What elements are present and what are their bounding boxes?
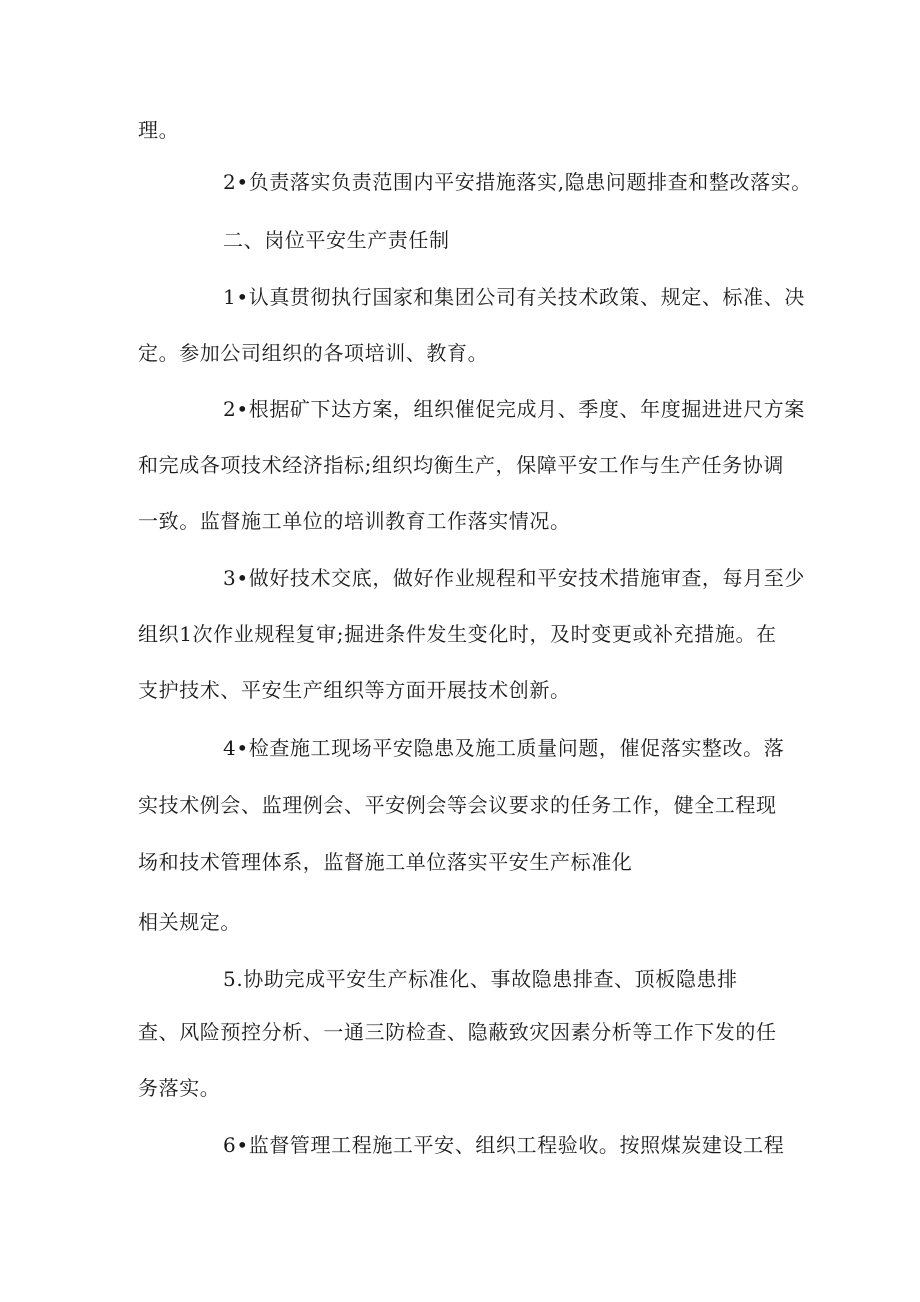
- text-line: 2•负责落实负责范围内平安措施落实,隐患问题排查和整改落实。: [223, 170, 812, 194]
- text-line: 组织1次作业规程复审;掘进条件发生变化时，及时变更或补充措施。在: [138, 622, 777, 646]
- text-line: 6•监督管理工程施工平安、组织工程验收。按照煤炭建设工程: [223, 1133, 785, 1157]
- text-line: 5.协助完成平安生产标准化、事故隐患排查、顶板隐患排: [223, 967, 738, 991]
- text-line: 定。参加公司组织的各项培训、教育。: [138, 341, 489, 365]
- text-line: 4•检查施工现场平安隐患及施工质量问题，催促落实整改。落: [223, 736, 785, 760]
- text-line: 查、风险预控分析、一通三防检查、隐蔽致灾因素分析等工作下发的任: [138, 1020, 777, 1044]
- text-line: 实技术例会、监理例会、平安例会等会议要求的任务工作，健全工程现: [138, 793, 777, 817]
- section-heading: 二、岗位平安生产责任制: [223, 228, 450, 252]
- text-line: 1•认真贯彻执行国家和集团公司有关技术政策、规定、标准、决: [223, 285, 805, 309]
- text-line: 相关规定。: [138, 910, 241, 934]
- text-line: 2•根据矿下达方案，组织催促完成月、季度、年度掘进进尺方案: [223, 397, 805, 421]
- text-line: 和完成各项技术经济指标;组织均衡生产，保障平安工作与生产任务协调: [138, 453, 784, 477]
- text-line: 3•做好技术交底，做好作业规程和平安技术措施审查，每月至少: [223, 566, 805, 590]
- text-line: 一致。监督施工单位的培训教育工作落实情况。: [138, 509, 571, 533]
- text-line: 务落实。: [138, 1076, 221, 1100]
- text-line: 场和技术管理体系，监督施工单位落实平安生产标准化: [138, 850, 633, 874]
- text-line: 理。: [138, 118, 180, 142]
- text-line: 支护技术、平安生产组织等方面开展技术创新。: [138, 678, 571, 702]
